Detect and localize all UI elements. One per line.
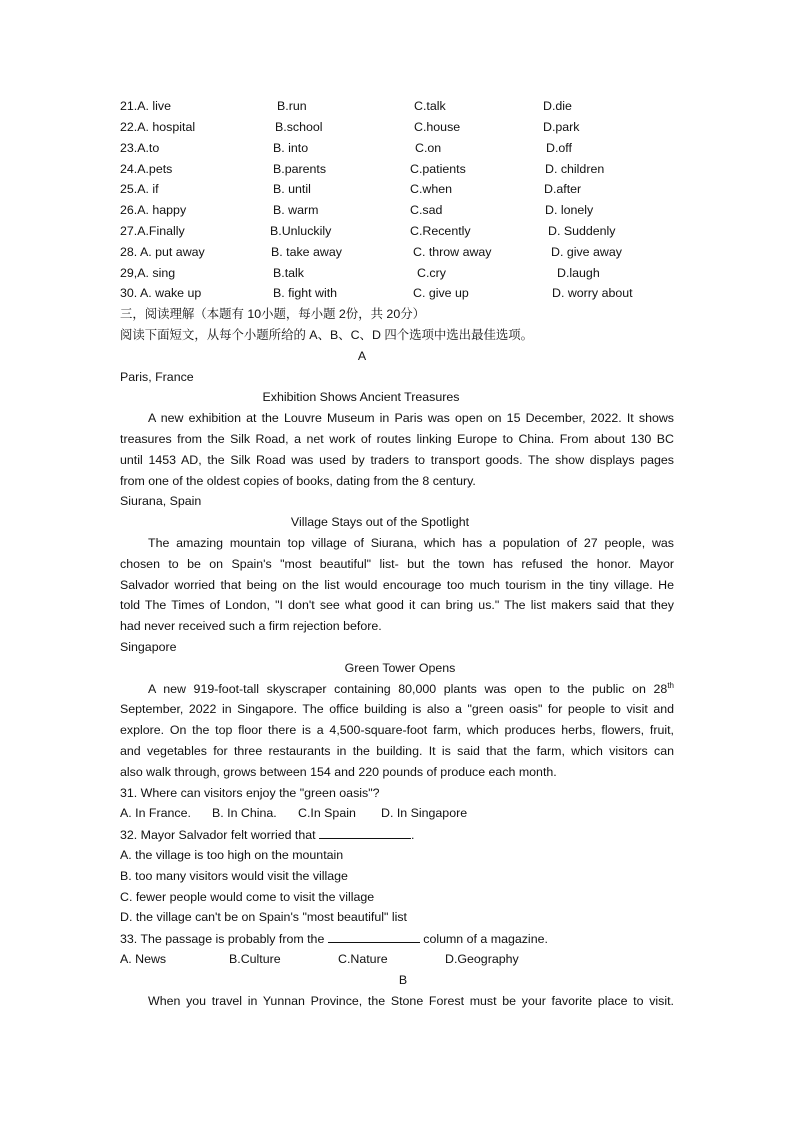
option-27b: B.Unluckily <box>270 224 332 238</box>
option-24c: C.patients <box>410 162 466 176</box>
option-26d: D. lonely <box>545 203 594 217</box>
q31-stem: 31. Where can visitors enjoy the "green oasis"? <box>120 786 380 800</box>
option-22c: C.house <box>414 120 461 134</box>
story2-line: had never received such a firm rejection before. <box>120 619 382 633</box>
q32-option-b: B. too many visitors would visit the village <box>120 869 348 883</box>
option-27a: 27.A.Finally <box>120 224 185 238</box>
q31-option-a: A. In France. <box>120 806 191 820</box>
option-28a: 28. A. put away <box>120 245 205 259</box>
q33-stem <box>120 931 674 946</box>
story1-line: until 1453 AD, the Silk Road was used by traders to transport goods. The show displays pages <box>120 453 674 467</box>
option-21d: D.die <box>543 99 572 113</box>
option-30a: 30. A. wake up <box>120 286 202 300</box>
option-29d: D.laugh <box>557 266 600 280</box>
story1-title: Exhibition Shows Ancient Treasures <box>262 390 460 404</box>
story2-place: Siurana, Spain <box>120 494 202 508</box>
story1-line: A new exhibition at the Louvre Museum in Paris was open on 15 December, 2022. It shows <box>148 411 674 425</box>
option-21a: 21.A. live <box>120 99 171 113</box>
story1-line: treasures from the Silk Road, a net work of routes linking Europe to China. From about 130 BC <box>120 432 674 446</box>
q33-option-d: D.Geography <box>445 952 519 966</box>
option-22d: D.park <box>543 120 580 134</box>
option-30c: C. give up <box>413 286 469 300</box>
story3-line1-sup: th <box>667 680 674 690</box>
option-26a: 26.A. happy <box>120 203 187 217</box>
passage-a-letter: A <box>357 349 367 363</box>
option-30b: B. fight with <box>273 286 338 300</box>
option-23a: 23.A.to <box>120 141 160 155</box>
q33-option-a: A. News <box>120 952 167 966</box>
option-28b: B. take away <box>271 245 342 259</box>
option-29c: C.cry <box>417 266 446 280</box>
option-27d: D. Suddenly <box>548 224 616 238</box>
section3-instruction: 阅读下面短文，从每个小题所给的 A、B、C、D 四个选项中选出最佳选项。 <box>120 328 534 342</box>
option-21b: B.run <box>277 99 307 113</box>
q33-option-b: B.Culture <box>229 952 281 966</box>
option-24b: B.parents <box>273 162 327 176</box>
story3-place: Singapore <box>120 640 177 654</box>
option-28c: C. throw away <box>413 245 492 259</box>
q32-stem-text: 32. Mayor Salvador felt worried that <box>120 828 316 842</box>
option-23b: B. into <box>273 141 309 155</box>
option-28d: D. give away <box>551 245 622 259</box>
q31-option-d: D. In Singapore <box>381 806 468 820</box>
story2-line: chosen to be on Spain's "most beautiful" list- but the town has refused the honor. Mayor <box>120 557 674 571</box>
option-27c: C.Recently <box>410 224 471 238</box>
q32-option-a: A. the village is too high on the mountain <box>120 848 344 862</box>
answer-blank <box>319 827 411 839</box>
option-21c: C.talk <box>414 99 446 113</box>
option-25d: D.after <box>544 182 582 196</box>
story2-line: The amazing mountain top village of Siurana, which has a population of 27 people, was <box>148 536 674 550</box>
q31-option-c: C.In Spain <box>298 806 356 820</box>
q32-option-d: D. the village can't be on Spain's "most beautiful" list <box>120 910 407 924</box>
story2-line: Salvador worried that being on the list would encourage too much tourism in the tiny village. He <box>120 578 674 592</box>
q33-stem-end: column of a magazine. <box>423 932 548 946</box>
story2-title: Village Stays out of the Spotlight <box>290 515 470 529</box>
story2-line: told The Times of London, "I don't see what good it can bring us." The list makers said that they <box>120 598 674 612</box>
option-23c: C.on <box>415 141 442 155</box>
story3-line: September, 2022 in Singapore. The office building is also a "green oasis" for people to visit and <box>120 702 674 716</box>
option-25b: B. until <box>273 182 311 196</box>
story3-line: explore. On the top floor there is a 4,500-square-foot farm, which produces herbs, flowers, fruit, <box>120 723 674 737</box>
option-26b: B. warm <box>273 203 319 217</box>
story3-line1-text: A new 919-foot-tall skyscraper containing 80,000 plants was open to the public on 28 <box>148 682 668 696</box>
story1-place: Paris, France <box>120 370 194 384</box>
story3-line: also walk through, grows between 154 and 220 pounds of produce each month. <box>120 765 557 779</box>
q32-stem <box>120 827 674 842</box>
passage-b-letter: B <box>398 973 408 987</box>
option-25a: 25.A. if <box>120 182 159 196</box>
option-24a: 24.A.pets <box>120 162 173 176</box>
answer-blank <box>328 931 420 943</box>
story3-line <box>120 682 674 696</box>
option-29a: 29,A. sing <box>120 266 176 280</box>
q33-option-c: C.Nature <box>338 952 388 966</box>
story3-title: Green Tower Opens <box>344 661 456 675</box>
option-30d: D. worry about <box>552 286 633 300</box>
option-24d: D. children <box>545 162 605 176</box>
story1-line: from one of the oldest copies of books, dating from the 8 century. <box>120 474 476 488</box>
option-22b: B.school <box>275 120 323 134</box>
q32-option-c: C. fewer people would come to visit the village <box>120 890 375 904</box>
q33-stem-text: 33. The passage is probably from the <box>120 932 325 946</box>
option-26c: C.sad <box>410 203 443 217</box>
passage-b-line: When you travel in Yunnan Province, the Stone Forest must be your favorite place to visit. <box>148 994 674 1008</box>
option-25c: C.when <box>410 182 453 196</box>
option-29b: B.talk <box>273 266 304 280</box>
q32-stem-end: . <box>411 828 415 842</box>
story3-line: and vegetables for three restaurants in the building. It is said that the farm, which visitors can <box>120 744 674 758</box>
section3-heading: 三，阅读理解（本题有 10小题，每小题 2份，共 20分） <box>120 307 425 321</box>
option-22a: 22.A. hospital <box>120 120 196 134</box>
q31-option-b: B. In China. <box>212 806 277 820</box>
option-23d: D.off <box>546 141 572 155</box>
